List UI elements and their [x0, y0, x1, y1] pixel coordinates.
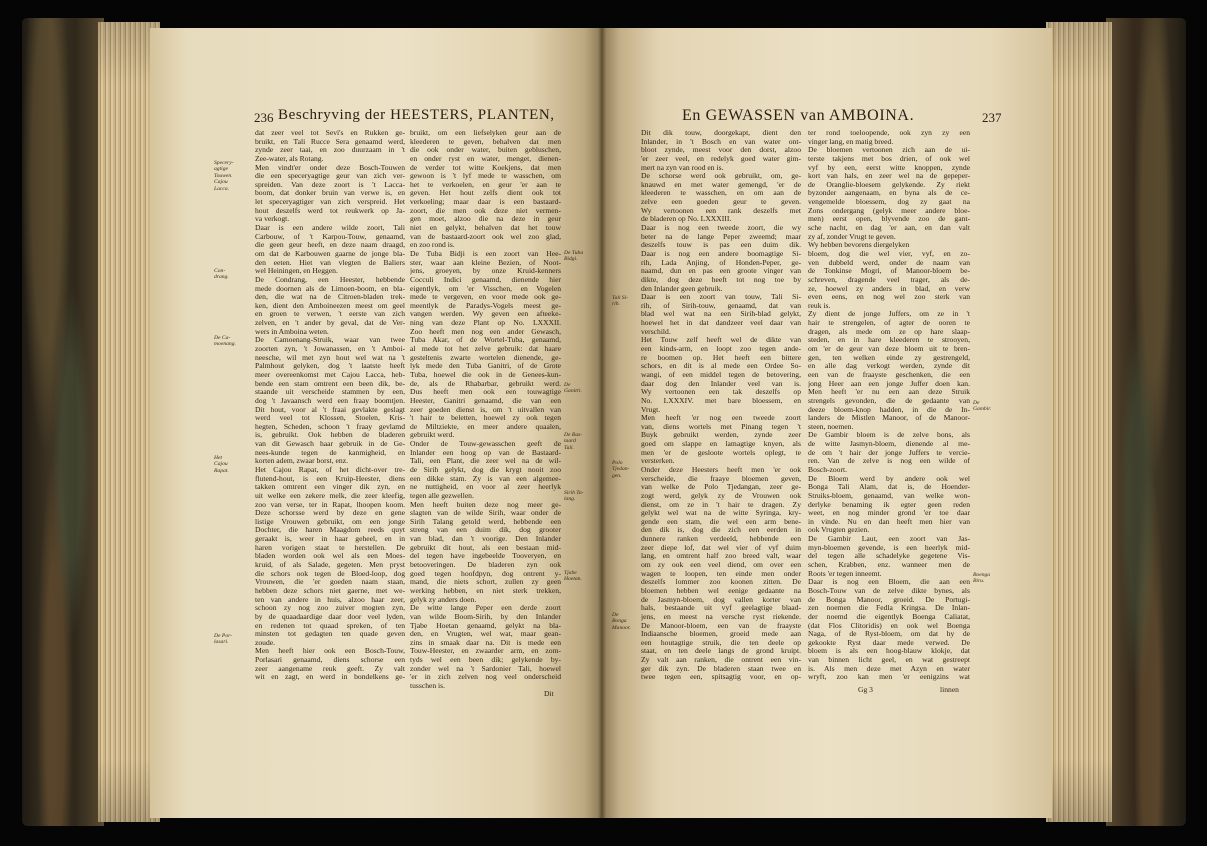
text-line: streng van een duim dik, dog grooter: [410, 526, 561, 535]
text-line: Dochter, die haren Maagdom reeds quyt: [255, 526, 405, 535]
text-line: Roots 'er tegen inneemt.: [808, 569, 882, 578]
text-line: derlyke benaming ik egter geen reden: [808, 500, 970, 509]
running-title: En GEWASSEN van AMBOINA.: [682, 107, 915, 124]
text-line: Deze schorsse werd by deze en gene: [255, 509, 405, 518]
margin-note: Het Cajou Rapat.: [214, 455, 229, 474]
text-line: der noemd die eigentlyk Boenga Caliatat,: [808, 612, 970, 621]
text-line: myn-bloemen gevende, is een heerlyk mid-: [808, 543, 970, 552]
text-line: Tali, een Plant, die zeer wel na de wil-: [410, 457, 561, 466]
text-line: wit en zagt, en werd in bondelkens ge-: [255, 673, 405, 682]
text-line: een houtagtige struik, die ten deele op: [641, 638, 801, 647]
text-line: deeze bloem-knop hadden, in die de In-: [808, 405, 970, 414]
text-line: 'er in zich zelven nog veel onderscheid: [410, 673, 561, 682]
text-line: rih, of Sirih-touw, genaamd, dat van: [641, 301, 801, 310]
text-line: Zons ondergang (gelyk meer andere bloe-: [808, 206, 970, 215]
text-line: beter na de lange Peper zweemd; maar: [641, 232, 801, 241]
text-line: De schorse werd ook gebruikt, om, ge-: [641, 172, 801, 181]
text-line: by de quaadaardige daar door veel lyden,: [255, 612, 405, 621]
text-line: kleederen te geven, behalven dat men: [410, 137, 561, 146]
text-line: Palmhout gelyken, dog 't laatste heeft: [255, 362, 405, 371]
text-line: de witte Jasmyn-bloem, dienende al me-: [808, 440, 970, 449]
text-line: Men heeft 'er nog een tweede zoort: [641, 414, 801, 423]
text-line: Wy vertoonen een rank deszelfs met: [641, 206, 801, 215]
text-line: en zoo rond is.: [410, 241, 455, 250]
text-line: Indiaansche bloemen, groeid mede aan: [641, 630, 801, 639]
text-line: Dus heeft men ook een touwagtige: [410, 388, 561, 397]
text-line: de Oranglie-bloesem gelykende. Zy riekt: [808, 180, 970, 189]
text-line: De Gambir bloem is de zelve bons, als: [808, 431, 970, 440]
text-line: hout deszelfs werd tot reukwerk op Ja-: [255, 206, 405, 215]
text-line: ten van andere in huis, alzoo haar zeer,: [255, 595, 405, 604]
text-line: uit welke een zekere melk, die zeer kleefig,: [255, 491, 405, 500]
text-line: De Bloem werd by andere ook wel: [808, 474, 970, 483]
text-line: Daar is een zoort van touw, Tali Si-: [641, 293, 801, 302]
text-line: De witte lange Peper een derde zoort: [410, 604, 561, 613]
text-line: Wy vertoonen een tak deszelfs op: [641, 388, 801, 397]
text-line: de Bonga Manoor, groeid. De Portugi-: [808, 595, 970, 604]
margin-note: De Tuba Bidgi.: [564, 250, 584, 263]
text-line: kruid, of als Salade, gegeten. Men pryst: [255, 561, 405, 570]
text-line: Onder deze Heesters heeft men 'er ook: [641, 465, 801, 474]
text-line: Porlasari genaamd, diens schorse een: [255, 656, 405, 665]
text-line: wel Heiningen, en Heggen.: [255, 267, 338, 276]
text-line: zeer diepe lof, dat wel vier of vyf duim: [641, 543, 801, 552]
text-line: dikte, dog deze heeft tot nog toe by: [641, 275, 801, 284]
text-line: bruikt, om een liefselyken geur aan de: [410, 129, 561, 137]
text-line: hair te strengelen, of agter de ooren te: [808, 319, 970, 328]
text-line: reuk is.: [808, 301, 831, 310]
margin-note: De Ganitri.: [564, 382, 582, 395]
text-line: No. LXXXIV. met bare bloessem, en: [641, 396, 801, 405]
text-line: wangi, of een middel tegen de betovering,: [641, 370, 801, 379]
text-line: men) eerst open, blyvende zoo de gant-: [808, 215, 970, 224]
book-cover-left: [22, 18, 104, 826]
text-line: terste takjens met bos drien, of ook wel: [808, 154, 970, 163]
text-line: gelyk zy anders doen.: [410, 595, 477, 604]
text-line: landers de Mistlen Manoor, of de Manoor-: [808, 414, 970, 423]
text-line: va verkogt.: [255, 215, 290, 224]
text-line: gen moet, alzoo die na deze in geur: [410, 215, 561, 224]
text-line: minsten tot gedagten ten quade geven: [255, 630, 405, 639]
text-line: Buyk gebruikt werden, zynde zeer: [641, 431, 801, 440]
text-line: Men heeft 'er nu een aan deze Struik: [808, 388, 970, 397]
text-line: naamd, dun en pas een groote vinger van: [641, 267, 801, 276]
text-line: Bonga Tali Alam, dat is, de Hoender-: [808, 483, 970, 492]
margin-note: De Bonga Manoor.: [612, 612, 631, 631]
text-line: mede doornen als de Limoen-boom, en bla-: [255, 284, 405, 293]
text-line: en alle dag verkogt werden, zynde dit: [808, 362, 970, 371]
text-line: twee tegen een, spitsagtig voor, en op-: [641, 673, 801, 682]
text-line: verscheide, die fraaye bloemen geven,: [641, 474, 801, 483]
text-line: versterken.: [641, 457, 675, 466]
text-line: jong Heer aan een jonge Juffer doen kan.: [808, 379, 970, 388]
text-line: Bosch-zoort.: [808, 465, 848, 474]
text-line: dog 't Javaansch werd een fraay boomtjen.: [255, 396, 405, 405]
text-line: hegten, Scheden, schoon 't fraay gevlamd: [255, 422, 405, 431]
text-line: om 'er de geur van deze bloem uit te bren-: [808, 345, 970, 354]
text-line: van binnen licht geel, en wat gestreept: [808, 656, 970, 665]
text-line: en onder ryst en water, menget, dienen-: [410, 154, 561, 163]
text-line: spreiden. Van deze zoort is 't Lacca-: [255, 180, 405, 189]
text-line: del tegen alle schadelyke gegetene Vis-: [808, 552, 970, 561]
right-page-column-2: [808, 129, 970, 682]
text-line: staat, en ten deele langs de grond kruipt.: [641, 647, 801, 656]
text-line: Bosch-Touw van de zelve dikte bynes, als: [808, 586, 970, 595]
text-line: dat zeer veel tot Sevi's en Rukken ge-: [255, 129, 405, 137]
signature-mark: Gg 3: [858, 685, 873, 694]
left-page-column-2: [410, 129, 561, 691]
text-line: Inlander een hoog op van de Bastaard-: [410, 448, 561, 457]
text-line: bloem, dog die wel vier, vyf, en zo-: [808, 249, 970, 258]
text-line: Zy dient de jonge Juffers, om ze in 't: [808, 310, 970, 319]
text-line: Dit dik touw, doorgekapt, dient den: [641, 129, 801, 137]
margin-note: De Por- lasari.: [214, 633, 233, 646]
text-line: mand, die niets schort, zullen zy geen: [410, 578, 561, 587]
book-cover-right: [1106, 18, 1186, 826]
text-line: van dit Gewasch haar gebruik in de Ge-: [255, 440, 405, 449]
text-line: zeer aangename reuk geeft. Zy valt: [255, 664, 405, 673]
text-line: niet en gelykt, behalven dat het touw: [410, 224, 561, 233]
text-line: Onder de Touw-gewasschen geeft de: [410, 440, 561, 449]
text-line: De bloemen vertoonen zich aan de ui-: [808, 146, 970, 155]
text-line: bruikt, en Tali Rucce Sera genaamd werd,: [255, 137, 405, 146]
text-line: zoude.: [255, 638, 276, 647]
text-line: blad wel wat na een Sirih-blad gelykt,: [641, 310, 801, 319]
text-line: Cocculi Indici genaamd, dienende hier: [410, 275, 561, 284]
text-line: hals, bestaande uit vyf geelagtige blaad-: [641, 604, 801, 613]
text-line: geven. Het hout zelfs dient ook tot: [410, 189, 561, 198]
text-line: en redenen tot quaad spreken, of ten: [255, 621, 405, 630]
text-line: betooveringen. De bladeren zyn ook: [410, 561, 561, 570]
text-line: wagen te loopen, ten einde men onder: [641, 569, 801, 578]
text-line: bende een stam omtrent een been dik, be-: [255, 379, 405, 388]
text-line: schors, en dit is al mede een Ordee So-: [641, 362, 801, 371]
text-line: kort van hals, en zeer wel na de gepeper-: [808, 172, 970, 181]
text-line: De Tuba Bidji is een zoort van Hee-: [410, 249, 561, 258]
text-line: van de bastaard-zoort ook wel zoo glad,: [410, 232, 561, 241]
margin-note: Specery- agtige Touwen. Cajou Lacca.: [214, 160, 234, 192]
text-line: listige Vrouwen gebruikt, om een jonge: [255, 517, 405, 526]
right-page-column-1: [641, 129, 801, 682]
running-title: Beschryving der HEESTERS, PLANTEN,: [278, 107, 555, 123]
text-line: vengemelde bloessem, dog zy gaat na: [808, 198, 970, 207]
text-line: de, als de Rhabarbar, gebruikt werd.: [410, 379, 561, 388]
text-line: De Camoenang-Struik, waar van twee: [255, 336, 405, 345]
text-line: zoort, die men ook deze niet vermen-: [410, 206, 561, 215]
text-line: Zee-water, als Rotang.: [255, 154, 324, 163]
text-line: Sirih Talang getold werd, hebbende een: [410, 517, 561, 526]
text-line: den dik is, dog die zich een eerden in: [641, 526, 801, 535]
text-line: een van de fraayste geschenken, die een: [808, 370, 970, 379]
text-line: is, gebruikt. Ook hebben de bladeren: [255, 431, 405, 440]
text-line: den Inlander geen gebruik.: [641, 284, 723, 293]
text-line: zins in smaak daar na. Dit is mede een: [410, 638, 561, 647]
text-line: zonder wel na 't Sardonier Tali, hoewel: [410, 664, 561, 673]
margin-note: De Gambir.: [973, 400, 992, 413]
text-line: zeer goeden dienst is, om 't uitvallen van: [410, 405, 561, 414]
text-line: ren. Van de zelve is nog een wilde of: [808, 457, 970, 466]
text-line: dunnere ranken verdeeld, hebbende een: [641, 535, 801, 544]
text-line: het te verkoelen, en geur 'er aan te: [410, 180, 561, 189]
text-line: De Manoor-bloem, een van de fraayste: [641, 621, 801, 630]
text-line: steen, noemen.: [808, 422, 854, 431]
text-line: tyds wel een been dik; gelykende by-: [410, 656, 561, 665]
text-line: gende een stam, die wel een arm bene-: [641, 517, 801, 526]
text-line: slagten van de wilde Sirih, waar onder de: [410, 509, 561, 518]
text-line: schen, Krabben, enz. wanneer men de: [808, 561, 970, 570]
text-line: van wilde Boom-Sirih, by den Inlander: [410, 612, 561, 621]
text-line: Naga, of de Ryst-bloem, om dat hy de: [808, 630, 970, 639]
text-line: hebben deze schors niet gaerne, met we-: [255, 586, 405, 595]
margin-note: Boenga Biru.: [973, 572, 991, 585]
text-line: Vrugt.: [641, 405, 661, 414]
text-line: neesche, wil met zyn hout wel wat na 't: [255, 353, 405, 362]
text-line: Dit hout, voor al 't fraai gevlakte geslagt: [255, 405, 405, 414]
text-line: ze, hoewel zy anders in blad, en verw: [808, 284, 970, 293]
page-number: 236: [254, 110, 274, 125]
text-line: Vrouwen, die 'er goeden naam staan,: [255, 578, 405, 587]
text-line: weet, en nog minder grond 'er toe daar: [808, 509, 970, 518]
text-line: knauwd en met water gemengd, 'er de: [641, 180, 801, 189]
text-line: hoewel het in dat dandzeer veel daar van: [641, 319, 801, 328]
text-line: jens, en meest na versche ryst riekende.: [641, 612, 801, 621]
text-line: Men heeft buiten deze nog meer ge-: [410, 500, 561, 509]
text-line: strengels gevonden, die de gedaante van: [808, 396, 970, 405]
text-line: mede te vergeven, en voor mede ook ge-: [410, 293, 561, 302]
text-line: daar dog den Inlander veel van is.: [641, 379, 801, 388]
text-line: gekookte Ryst daar mede verwed. De: [808, 638, 970, 647]
text-line: rih, Lada Anjing, of Honden-Peper, ge-: [641, 258, 801, 267]
text-line: Het Cajou Rapat, of het dicht-over tre-: [255, 465, 405, 474]
page-edges-right: [1046, 22, 1112, 822]
text-line: boom, dat donker bruin van verwe is, en: [255, 189, 405, 198]
text-line: lyk mede den Tuba Ganitri, of de Grote: [410, 362, 561, 371]
text-line: Touw-Heester, en zwaarder arm, en zom-: [410, 647, 561, 656]
text-line: de verder tot witte Koekjens, dat men: [410, 163, 561, 172]
text-line: Daar is nog een Bloem, die aan een: [808, 578, 970, 587]
text-line: al mede tot het zelve gebruik: dat haare: [410, 345, 561, 354]
text-line: een dikke stam. Zy is van een algemee-: [410, 474, 561, 483]
text-line: werking hebben, en niet sterk trekken,: [410, 586, 561, 595]
margin-note: De Bas- taard Tali.: [564, 432, 583, 451]
text-line: schreven, dragende veel trager, als de-: [808, 275, 970, 284]
text-line: Men vindt'er onder deze Bosch-Touwen: [255, 163, 405, 172]
text-line: lang, en omtrent half zoo breed valt, waar: [641, 552, 801, 561]
text-line: korten adem, zwaar borst, enz.: [255, 457, 348, 466]
text-line: jens, groeyen, by onze Kruid-kenners: [410, 267, 561, 276]
text-line: kleederen te wasschen, en om aan de: [641, 189, 801, 198]
page-number: 237: [982, 110, 1002, 125]
text-line: De Condrang, een Heester, hebbende: [255, 275, 405, 284]
margin-note: Con- drang.: [214, 268, 229, 281]
text-line: Zy valt aan ranken, die ontrent een vin-: [641, 656, 801, 665]
margin-note: Tali Si- rih.: [612, 295, 629, 308]
text-line: ook Vrugten gezien.: [808, 526, 870, 535]
text-line: wryft, zoo kan men 'er eenigzins wat: [808, 673, 970, 682]
text-line: zoo van verse, ter in Rapat, lhoopen koom.: [255, 500, 405, 509]
text-line: Tjabe Hoetan genaamd, gelykt na bla-: [410, 621, 561, 630]
text-line: de Sirih gelykt, dog die krygt nooit zoo: [410, 465, 561, 474]
text-line: verschild.: [641, 327, 671, 336]
text-line: gesteltenis zwarte wortelen dienende, ge-: [410, 353, 561, 362]
text-line: zogt werd, gelyk zy de Vrouwen ook: [641, 491, 801, 500]
text-line: (dat Flos Clitoridis) en ook wel Boenga: [808, 621, 970, 630]
text-line: gen, ten welken einde zy gestrengeld,: [808, 353, 970, 362]
margin-note: De Ca- moenang.: [214, 335, 236, 348]
text-line: Wy hebben bevorens diergelyken: [808, 241, 910, 250]
text-line: zy af, zonder Vrugt te geven.: [808, 232, 896, 241]
text-line: vinger lang, en matig breed.: [808, 137, 894, 146]
text-line: schoon zy nog zoo zuiver mogten zyn,: [255, 604, 405, 613]
text-line: zoorten zyn, 't Jowanassen, en 't Amboi-: [255, 345, 405, 354]
text-line: dragen, als mede om ze op hare slaap-: [808, 327, 970, 336]
text-line: den eeten. Hiet van vlegten de Baliers: [255, 258, 405, 267]
text-line: staande uit verscheide stammen by een,: [255, 388, 405, 397]
text-line: zen noemen die Fedla Kringsa. De Inlan-: [808, 604, 970, 613]
text-line: byzonder aangenaam, en byna als de ce-: [808, 189, 970, 198]
text-line: ken, dient den Amboineezen meest om geel: [255, 301, 405, 310]
text-line: 'er zeer veel, en redelyk goed water gim-: [641, 154, 801, 163]
text-line: den, en Vrugten, wel wat, maar gean-: [410, 630, 561, 639]
text-line: nees-kunde tegen de kanmigheid, en: [255, 448, 405, 457]
text-line: de Miltziekte, en meer andere quaalen,: [410, 422, 561, 431]
text-line: let speceryagtiger van zich verspreid. Het: [255, 198, 405, 207]
text-line: ning van deze Plant op No. LXXXII.: [410, 319, 561, 328]
text-line: Daar is nog een andere boomagtige Si-: [641, 249, 801, 258]
text-line: meer overeenkomst met Cajou Lacca, heb-: [255, 370, 405, 379]
text-line: haren vorigen staat te herstellen. De: [255, 543, 405, 552]
text-line: bloem is als een hoog-blauw klokje, dat: [808, 647, 970, 656]
text-line: ter rond toeloopende, ook zyn zy een: [808, 129, 970, 137]
catchword: linnen: [940, 685, 959, 694]
text-line: goed tegen hoofdpyn, dog ontrent y-: [410, 569, 561, 578]
text-line: men 'er de gesloote wortels oplegt, te: [641, 448, 801, 457]
text-line: in vinde. Nu en dan heeft men hier van: [808, 517, 970, 526]
text-line: de bladeren op No. LXXXIII.: [641, 215, 732, 224]
text-line: van, diens wortels met Pinang tegen 't: [641, 422, 801, 431]
text-line: ven dubbeld werd, onder de naam van: [808, 258, 970, 267]
text-line: 't hair te beletten, hoewel zy ook tegen: [410, 414, 561, 423]
left-page-column-1: [255, 129, 405, 682]
text-line: Daar is een andere wilde zoort, Tali: [255, 224, 405, 233]
text-line: gebruikt dit hout, als een bestaan mid-: [410, 543, 561, 552]
text-line: gebruikt werd.: [410, 431, 455, 440]
text-line: Heester, Ganitri genaamd, die van een: [410, 396, 561, 405]
text-line: om zy ook een veel diend, om over een: [641, 561, 801, 570]
text-line: ger dik zyn. De bladeren staan twee en: [641, 664, 801, 673]
text-line: steden, en in hare kleederen te strooyen,: [808, 336, 970, 345]
text-line: meentlyk de Paradys-Vogels meest ge-: [410, 301, 561, 310]
text-line: de om 't hair der jonge Juffers te vercie-: [808, 448, 970, 457]
text-line: Struiks-bloem, genaamd, van welke won-: [808, 491, 970, 500]
text-line: deszelfs lommer zoo koonen zitten. De: [641, 578, 801, 587]
text-line: flutend-hout, is een Kruip-Heester, diens: [255, 474, 405, 483]
text-line: eigentlyk, om 'er Visschen, en Vogelen: [410, 284, 561, 293]
text-line: tegen alle gezwellen.: [410, 491, 474, 500]
text-line: del tegen have ingebeelde Tooveryen, en: [410, 552, 561, 561]
text-line: zelven, en 't ander by geval, dat de Ver-: [255, 319, 405, 328]
text-line: deszelfs touw is pas een duim dik.: [641, 241, 801, 250]
margin-note: Tjabe Hoetan.: [564, 570, 582, 583]
text-line: re boomen op. Het heeft een bittere: [641, 353, 801, 362]
text-line: een kinds-arm, en loopt zoo tegen ande-: [641, 345, 801, 354]
text-line: om dat de Karbouwen gaarne de jonge bla-: [255, 249, 405, 258]
text-line: zynde zeer taai, en zoo duurzaam in 't: [255, 146, 405, 155]
text-line: bloemen hebben wel eenige gedaante na: [641, 586, 801, 595]
text-line: den, die wat na de Citroen-bladen trek-: [255, 293, 405, 302]
text-line: Inlander, in 't Bosch en van water ont-: [641, 137, 801, 146]
text-line: en groen te verwen, 't eerste van zich: [255, 310, 405, 319]
text-line: bloot zynde, meest voor den dorst, alzoo: [641, 146, 801, 155]
text-line: even eens, en nog wel zoo sterk van: [808, 293, 970, 302]
text-line: gewoon is 't lyf mede te wasschen, om: [410, 172, 561, 181]
text-line: bladen worden ook wel als een Moes-: [255, 552, 405, 561]
text-line: gelykt wel wat na de witte Syringa, kry-: [641, 509, 801, 518]
text-line: wers in Amboina weten.: [255, 327, 329, 336]
text-line: Tuba Akar, of de Wortel-Tuba, genaamd,: [410, 336, 561, 345]
text-line: die geen geur heeft, en deze naam draagd,: [255, 241, 405, 250]
text-line: die ook onder water, buiten gebluschen,: [410, 146, 561, 155]
text-line: van blad, dan 't voorige. Den Inlander: [410, 535, 561, 544]
text-line: die schors ook tegen de Bloed-loop, dog: [255, 569, 405, 578]
text-line: zelve een goeden geur te geven.: [641, 198, 801, 207]
margin-note: Sirih Ta- lang.: [564, 490, 584, 503]
text-line: Men heeft hier ook een Bosch-Touw,: [255, 647, 405, 656]
text-line: Carbouw, of 't Karpou-Touw, genaamd,: [255, 232, 405, 241]
catchword: Dit: [544, 689, 554, 698]
margin-note: Polo Tjedan- gen.: [612, 460, 630, 479]
text-line: is. Als men deze met Azyn en water: [808, 664, 970, 673]
text-line: sche nacht, en dag 'er aan, en dan valt: [808, 224, 970, 233]
text-line: Zoo heeft men nog een ander Gewasch,: [410, 327, 561, 336]
text-line: vangen werden. Wy geven een afteeke-: [410, 310, 561, 319]
text-line: dienst, om ze in 't hair te dragen. Zy: [641, 500, 801, 509]
text-line: van welke de Polo Tjedangan, zeer ge-: [641, 483, 801, 492]
text-line: de Jasmyn-bloem, dog vallen korter van: [641, 595, 801, 604]
text-line: Tuba, hoewel die ook in de Genees-kun-: [410, 370, 561, 379]
text-line: goed om slappe en lamagtige knyen, als: [641, 440, 801, 449]
text-line: vyf by een, eerst witte knoppen, zynde: [808, 163, 970, 172]
text-line: de Tonkinse Mogri, of Manoor-bloem be-: [808, 267, 970, 276]
book-gutter: [598, 28, 606, 818]
text-line: ster, waar aan kleine Bezien, of Noot-: [410, 258, 561, 267]
text-line: Het Touw zelf heeft wel de dikte van: [641, 336, 801, 345]
text-line: geraakt is, weer in haar geheel, en in: [255, 535, 405, 544]
text-line: mert na zyn van rood en is.: [641, 163, 724, 172]
text-line: werd veel tot Klossen, Stoelen, Kris-: [255, 414, 405, 423]
text-line: Daar is nog een tweede zoort, die wy: [641, 224, 801, 233]
text-line: tusschen is.: [410, 682, 446, 690]
text-line: die een speceryagtige geur van zich ver-: [255, 172, 405, 181]
text-line: verkoeling; maar daar is een bastaard-: [410, 198, 561, 207]
text-line: takken omtrent een vinger dik zyn, en: [255, 483, 405, 492]
text-line: ne nuttigheid, en voor al zeer heerlyk: [410, 483, 561, 492]
text-line: De Gambir Laut, een zoort van Jas-: [808, 535, 970, 544]
